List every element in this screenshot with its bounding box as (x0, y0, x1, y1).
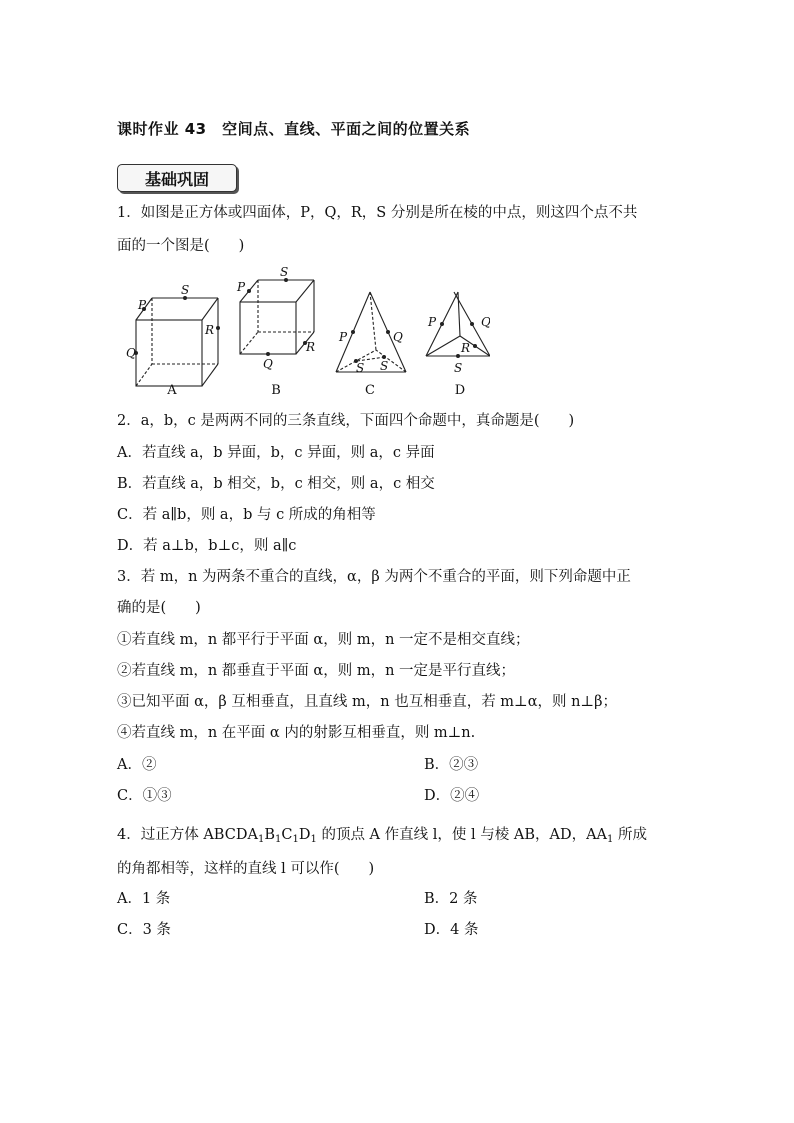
figure-d-label-s: S (454, 361, 463, 375)
q4-option-c: C．3 条 (117, 922, 171, 938)
figure-a-cube (136, 298, 218, 386)
figure-b-cube (240, 280, 314, 354)
q3-statement-2: ②若直线 m，n 都垂直于平面 α，则 m，n 一定是平行直线； (117, 663, 516, 679)
q4-sub-b1: 1 (274, 834, 282, 845)
q3-stem-line2: 确的是( ) (117, 600, 201, 616)
figure-a-label-r: R (205, 323, 215, 337)
q4-vertex-a1: A (247, 827, 258, 843)
q3-statement-4: ④若直线 m，n 在平面 α 内的射影互相垂直，则 m⊥n. (117, 725, 476, 741)
q4-sub-c1: 1 (292, 834, 299, 845)
q3-stem-line1: 3．若 m，n 为两条不重合的直线，α，β 为两个不重合的平面，则下列命题中正 (117, 569, 631, 585)
q1-stem-line2: 面的一个图是( ) (117, 238, 245, 254)
figure-b-label-s: S (280, 265, 289, 279)
q1-stem-line1: 1．如图是正方体或四面体，P，Q，R，S 分别是所在棱的中点，则这四个点不共 (117, 205, 638, 221)
page-title: 课时作业 43 空间点、直线、平面之间的位置关系 (117, 120, 471, 138)
q3-option-d: D．②④ (424, 788, 480, 804)
q4-stem-start: 4．过正方体 ABCD (117, 827, 248, 843)
q2-option-a: A．若直线 a，b 异面，b，c 异面，则 a，c 异面 (117, 445, 435, 461)
figure-c-label-q: Q (393, 330, 403, 344)
q1-figures (120, 262, 490, 402)
figure-d-label-r: R (461, 341, 471, 355)
figure-b-label-p: P (237, 280, 246, 294)
figure-c-caption: C (365, 383, 375, 398)
q4-vertex-d1: D (298, 827, 311, 843)
q4-option-a: A．1 条 (117, 891, 171, 907)
figure-c-label-p: P (339, 330, 348, 344)
q4-stem-end: 所成 (613, 827, 648, 843)
q4-stem-line2: 的角都相等，这样的直线 l 可以作( ) (117, 861, 375, 877)
figure-a-label-p: P (138, 298, 147, 312)
q4-sub-aa1: 1 (607, 834, 614, 845)
q2-option-d: D．若 a⊥b，b⊥c，则 a∥c (117, 538, 297, 554)
figure-a-caption: A (167, 383, 177, 398)
q1-figures-svg (120, 262, 490, 402)
figure-a-label-q: Q (126, 346, 136, 360)
figure-d-label-q: Q (481, 315, 490, 329)
q3-option-c: C．①③ (117, 788, 172, 804)
figure-b-label-r: R (306, 340, 316, 354)
section-badge: 基础巩固 (117, 164, 237, 192)
q2-option-b: B．若直线 a，b 相交，b，c 相交，则 a，c 相交 (117, 476, 435, 492)
q4-sub-d1: 1 (310, 834, 317, 845)
figure-a-label-s: S (181, 283, 190, 297)
q4-vertex-c1: C (281, 827, 293, 843)
q4-stem-middle: 的顶点 A 作直线 l，使 l 与棱 AB，AD，AA (316, 827, 608, 843)
q4-stem-line1 (117, 825, 647, 845)
q4-option-b: B．2 条 (424, 891, 478, 907)
q4-option-d: D．4 条 (424, 922, 479, 938)
figure-c-label-s-left: S (356, 361, 365, 375)
figure-d-caption: D (454, 383, 466, 398)
figure-d-label-p: P (428, 315, 437, 329)
q3-option-a: A．② (117, 757, 157, 773)
q2-option-c: C．若 a∥b，则 a，b 与 c 所成的角相等 (117, 507, 376, 523)
q3-statement-1: ①若直线 m，n 都平行于平面 α，则 m，n 一定不是相交直线； (117, 632, 530, 648)
q3-statement-3: ③已知平面 α，β 互相垂直，且直线 m，n 也互相垂直，若 m⊥α，则 n⊥β； (117, 694, 617, 710)
q3-option-b: B．②③ (424, 757, 479, 773)
figure-b-caption: B (271, 383, 281, 398)
q4-vertex-b1: B (264, 827, 275, 843)
figure-c-label-s-right: S (380, 359, 389, 373)
q4-sub-a1: 1 (257, 834, 265, 845)
q2-stem: 2．a，b，c 是两两不同的三条直线，下面四个命题中，真命题是( ) (117, 413, 575, 429)
figure-b-label-q: Q (263, 357, 273, 371)
